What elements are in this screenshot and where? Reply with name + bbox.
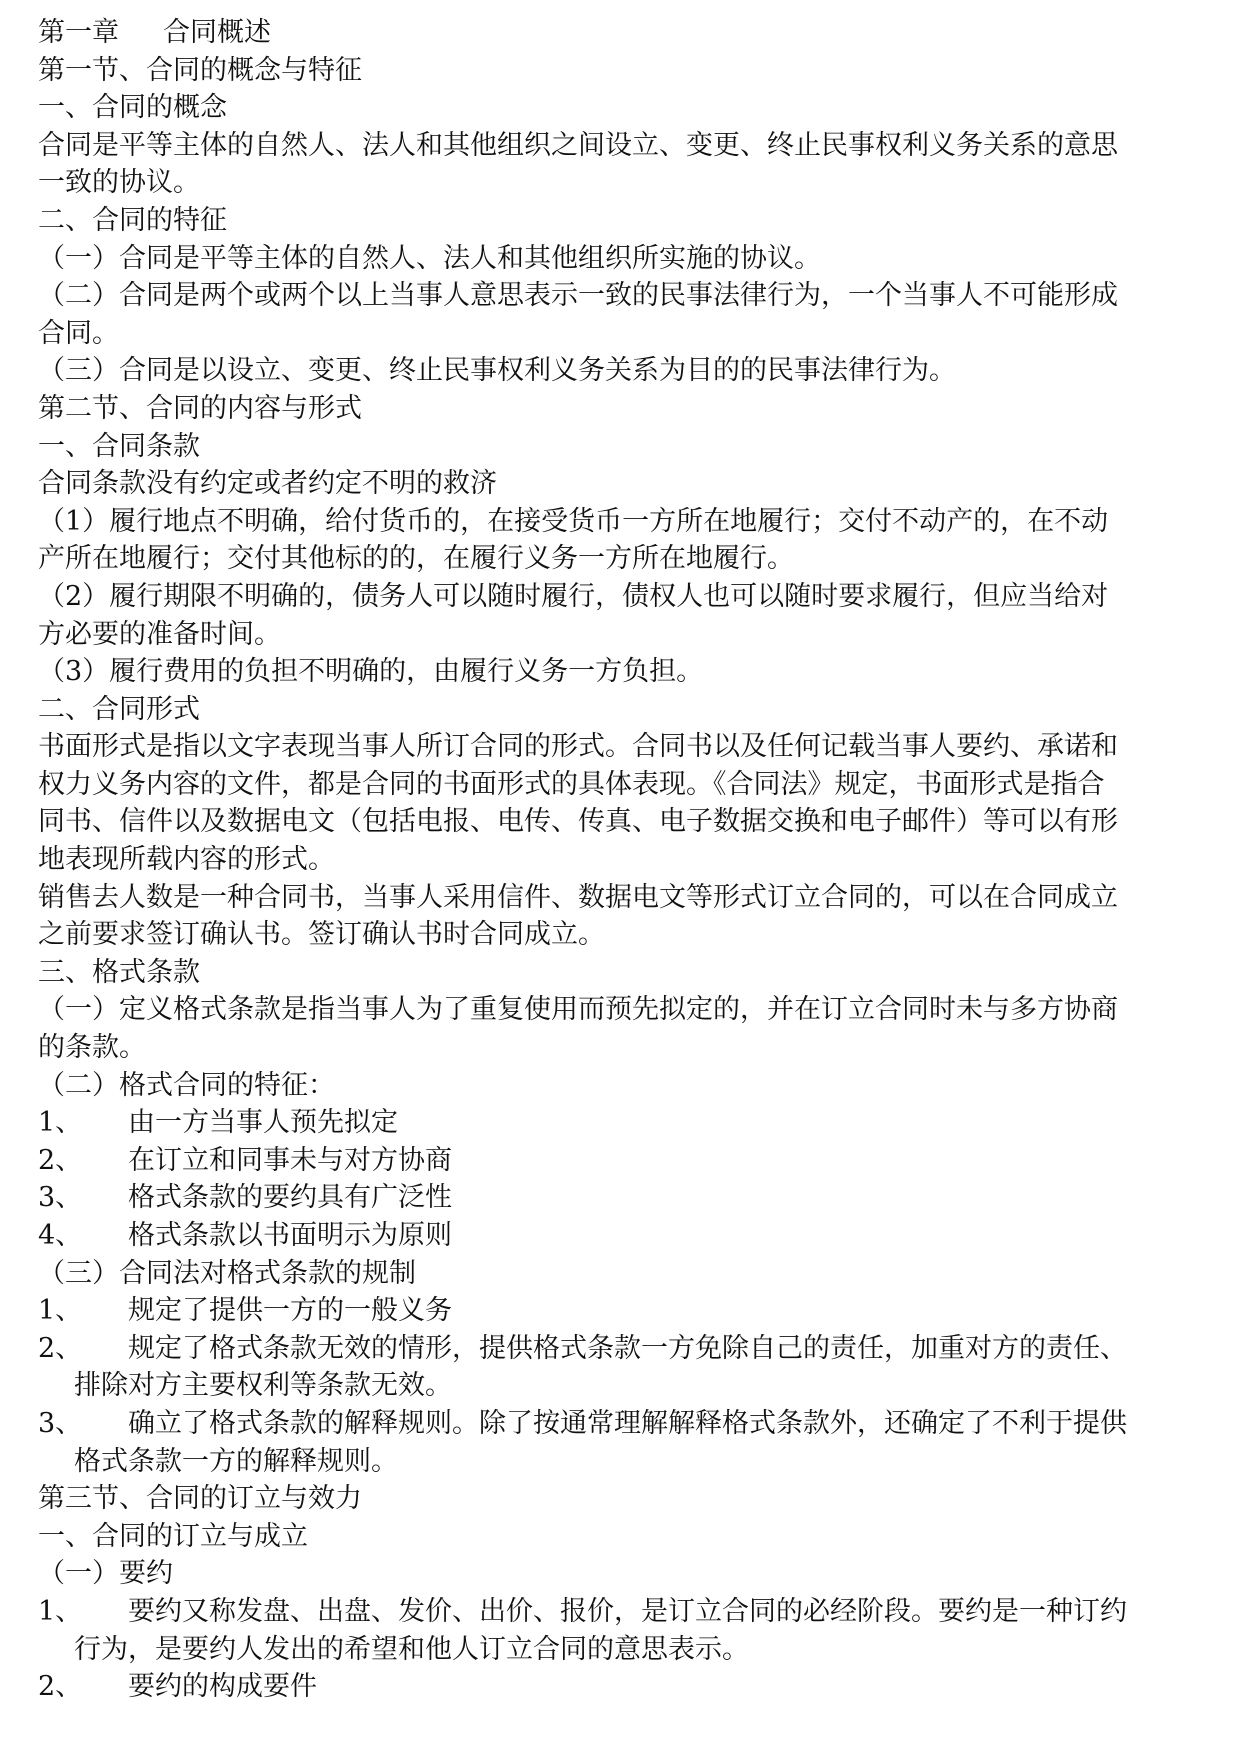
item-text: 规定了格式条款无效的情形，提供格式条款一方免除自己的责任，加重对方的责任、 <box>128 1332 1127 1364</box>
list-heading: （一）要约 <box>38 1558 173 1590</box>
numbered-item <box>38 1593 1208 1631</box>
subsection-heading: 二、合同的特征 <box>38 204 227 236</box>
section-heading: 第一节、合同的概念与特征 <box>38 54 362 86</box>
item-text: 在订立和同事未与对方协商 <box>128 1144 452 1176</box>
list-item: （三）合同是以设立、变更、终止民事权利义务关系为目的的民事法律行为。 <box>38 355 956 387</box>
subsection-heading: 二、合同形式 <box>38 693 200 725</box>
paragraph-line: 书面形式是指以文字表现当事人所订合同的形式。合同书以及任何记载当事人要约、承诺和 <box>38 731 1118 763</box>
list-item: （一）定义格式条款是指当事人为了重复使用而预先拟定的，并在订立合同时未与多方协商 <box>38 994 1118 1026</box>
chapter-heading <box>38 14 1208 52</box>
item-text: 格式条款以书面明示为原则 <box>128 1220 452 1251</box>
paragraph-line: 地表现所载内容的形式。 <box>38 844 335 876</box>
item-number: 1、 <box>38 1107 83 1139</box>
numbered-item <box>38 1142 1208 1180</box>
item-text: 要约又称发盘、出盘、发价、出价、报价，是订立合同的必经阶段。要约是一种订约 <box>128 1595 1127 1627</box>
item-number: 2、 <box>38 1144 83 1176</box>
list-item: （二）合同是两个或两个以上当事人意思表示一致的民事法律行为，一个当事人不可能形成 <box>38 280 1118 312</box>
subsection-heading: 三、格式条款 <box>38 956 200 988</box>
numbered-item <box>38 1104 1208 1142</box>
list-item: （3）履行费用的负担不明确的，由履行义务一方负担。 <box>38 656 704 688</box>
subsection-heading: 一、合同条款 <box>38 430 200 462</box>
list-item-continuation: 的条款。 <box>38 1032 146 1064</box>
item-text: 确立了格式条款的解释规则。除了按通常理解解释格式条款外，还确定了不利于提供 <box>128 1407 1127 1439</box>
paragraph-line: 一致的协议。 <box>38 167 200 199</box>
numbered-item <box>38 1405 1208 1443</box>
item-number: 2、 <box>38 1671 83 1703</box>
item-number: 2、 <box>38 1332 83 1364</box>
list-item-continuation: 产所在地履行；交付其他标的的，在履行义务一方所在地履行。 <box>38 543 794 575</box>
numbered-item-continuation: 排除对方主要权利等条款无效。 <box>74 1370 452 1402</box>
list-item-continuation: 合同。 <box>38 317 119 349</box>
paragraph-line: 合同条款没有约定或者约定不明的救济 <box>38 468 497 500</box>
section-heading: 第三节、合同的订立与效力 <box>38 1483 362 1515</box>
item-text: 要约的构成要件 <box>128 1671 317 1703</box>
numbered-item <box>38 1179 1208 1217</box>
paragraph-line: 合同是平等主体的自然人、法人和其他组织之间设立、变更、终止民事权利义务关系的意思 <box>38 129 1118 161</box>
item-number: 1、 <box>38 1295 83 1327</box>
list-heading: （三）合同法对格式条款的规制 <box>38 1257 416 1289</box>
item-number: 1、 <box>38 1595 83 1627</box>
paragraph-line: 权力义务内容的文件，都是合同的书面形式的具体表现。《合同法》规定，书面形式是指合 <box>38 768 1105 800</box>
chapter-title: 合同概述 <box>163 17 271 48</box>
list-item: （一）合同是平等主体的自然人、法人和其他组织所实施的协议。 <box>38 242 821 274</box>
paragraph-line: 销售去人数是一种合同书，当事人采用信件、数据电文等形式订立合同的，可以在合同成立 <box>38 881 1118 913</box>
item-number: 3、 <box>38 1182 83 1214</box>
subsection-heading: 一、合同的概念 <box>38 92 227 124</box>
numbered-item <box>38 1217 1208 1255</box>
numbered-item <box>38 1330 1208 1368</box>
numbered-item <box>38 1292 1208 1330</box>
numbered-item-continuation: 格式条款一方的解释规则。 <box>74 1445 398 1477</box>
numbered-item-continuation: 行为，是要约人发出的希望和他人订立合同的意思表示。 <box>74 1633 749 1665</box>
document-page <box>38 14 1208 1706</box>
list-item: （1）履行地点不明确，给付货币的，在接受货币一方所在地履行；交付不动产的，在不动 <box>38 505 1109 537</box>
subsection-heading: 一、合同的订立与成立 <box>38 1520 308 1552</box>
item-text: 规定了提供一方的一般义务 <box>128 1295 452 1327</box>
list-heading: （二）格式合同的特征： <box>38 1069 335 1101</box>
item-text: 由一方当事人预先拟定 <box>128 1107 398 1139</box>
paragraph-line: 之前要求签订确认书。签订确认书时合同成立。 <box>38 919 605 951</box>
item-number: 4、 <box>38 1220 83 1251</box>
chapter-number: 第一章 <box>38 17 119 48</box>
paragraph-line: 同书、信件以及数据电文（包括电报、电传、传真、电子数据交换和电子邮件）等可以有形 <box>38 806 1118 838</box>
item-number: 3、 <box>38 1407 83 1439</box>
list-item: （2）履行期限不明确的，债务人可以随时履行，债权人也可以随时要求履行，但应当给对 <box>38 580 1109 612</box>
numbered-item <box>38 1668 1208 1706</box>
section-heading: 第二节、合同的内容与形式 <box>38 392 362 424</box>
list-item-continuation: 方必要的准备时间。 <box>38 618 281 650</box>
item-text: 格式条款的要约具有广泛性 <box>128 1182 452 1214</box>
